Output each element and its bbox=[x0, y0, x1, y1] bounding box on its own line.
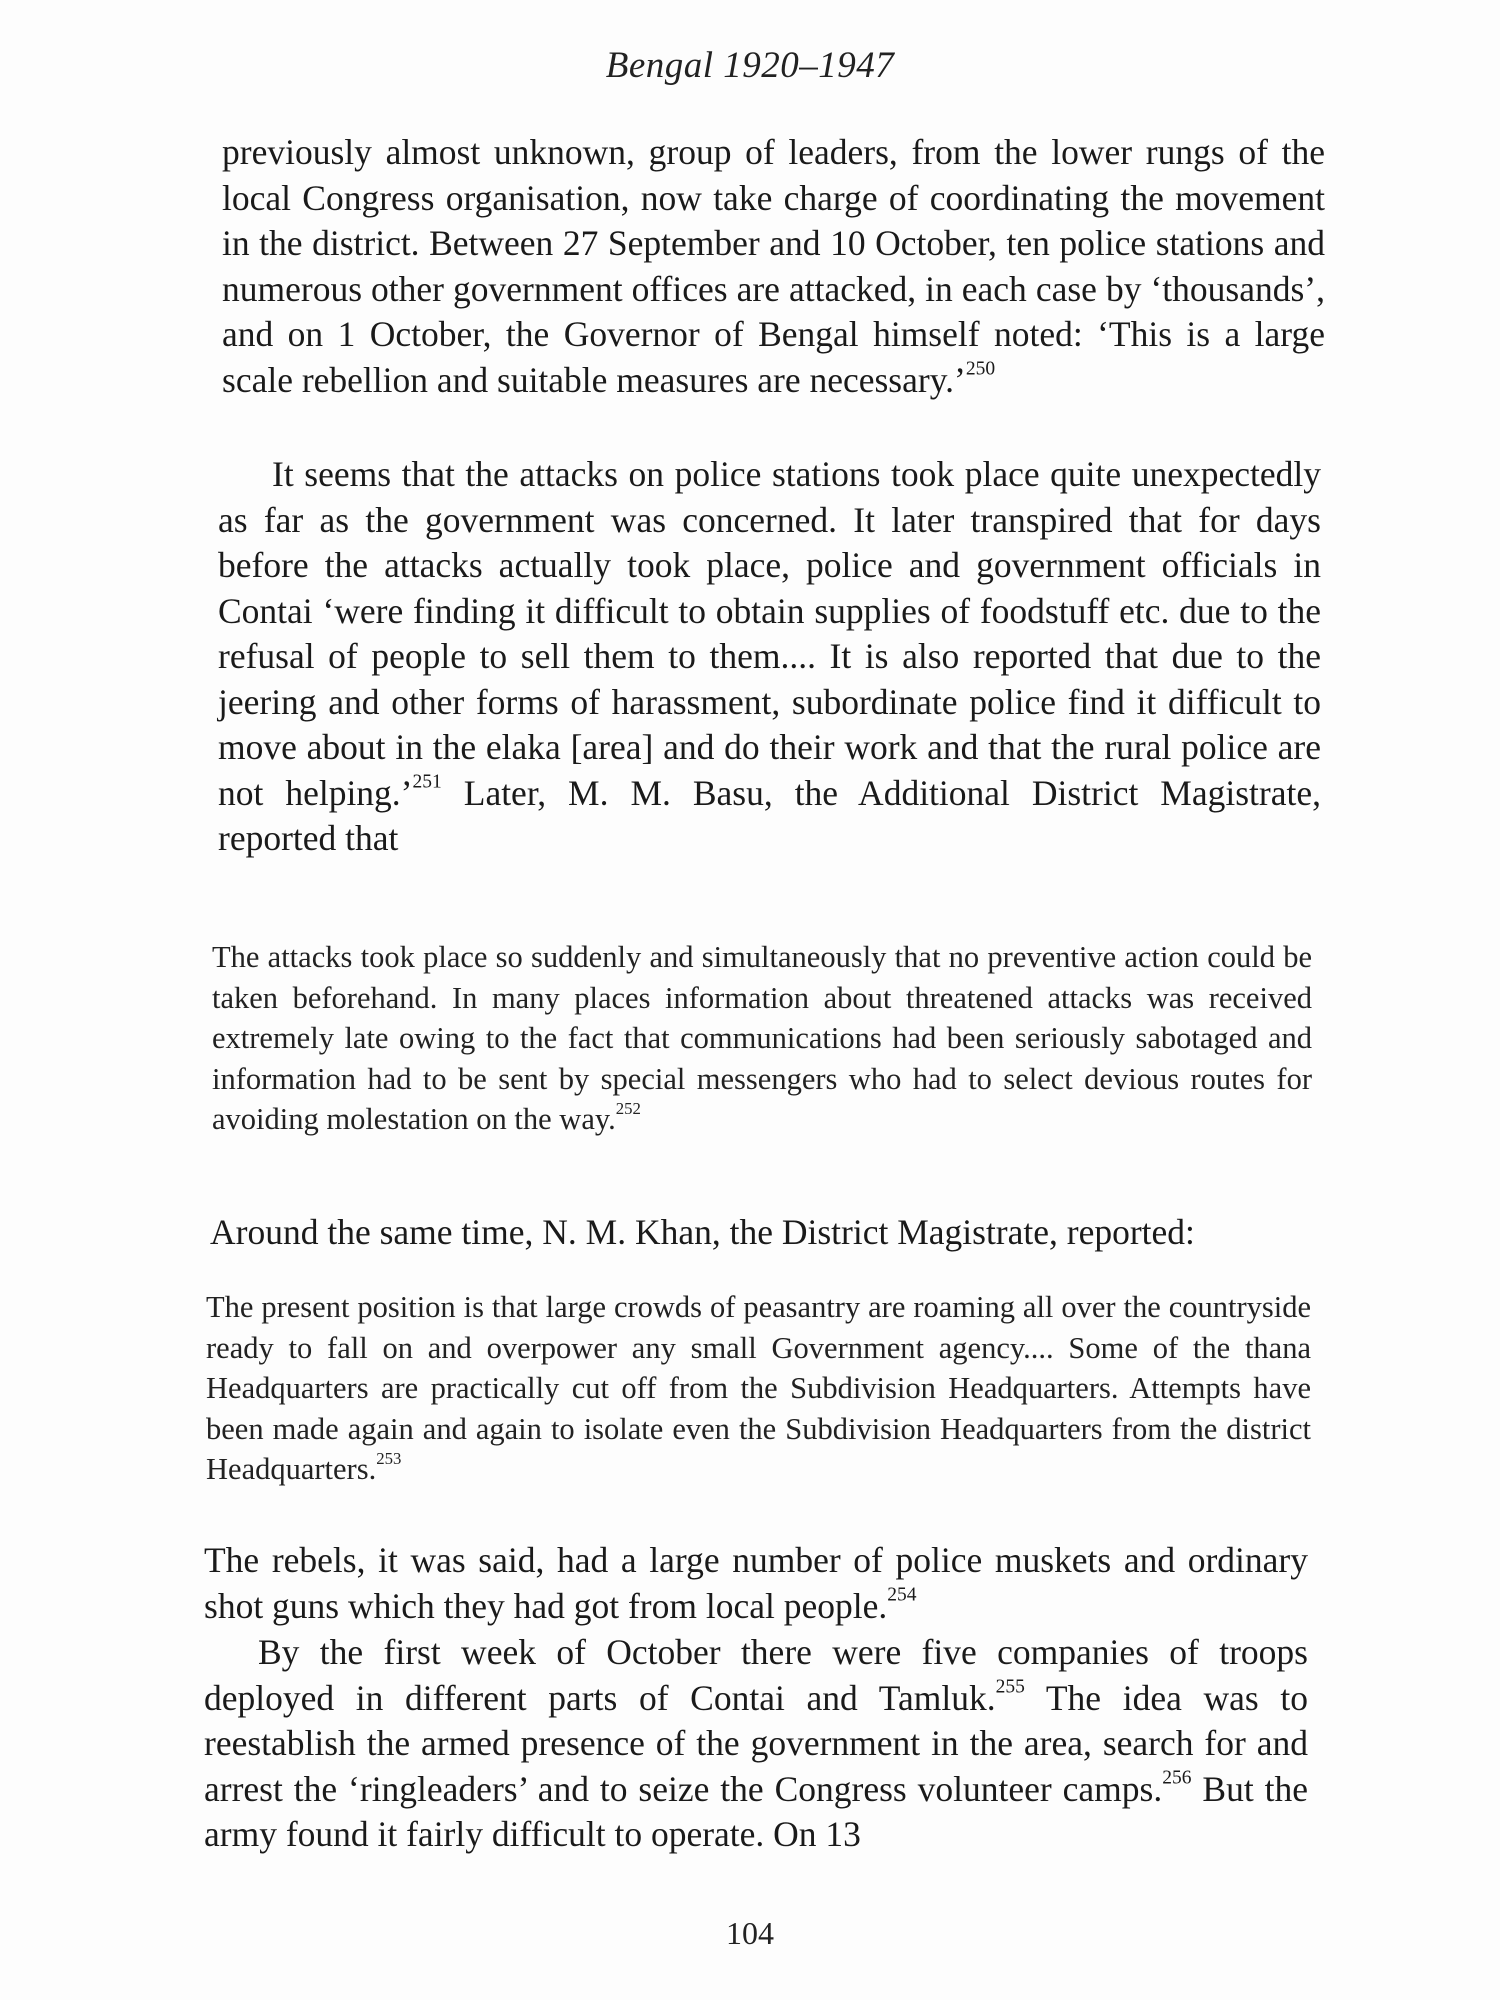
paragraph-police-stations bbox=[218, 452, 1321, 862]
footnote-ref: 253 bbox=[376, 1448, 402, 1468]
paragraph-khan-intro bbox=[210, 1210, 1320, 1256]
footnote-ref: 254 bbox=[887, 1583, 917, 1605]
quote-text: The attacks took place so suddenly and simultaneously that no preventive action could be taken beforehand. In many places information about threatened attacks was received extremely late owing to the fact that communications had been seriously sabotaged and information had to be sent by special messengers who had to select devious routes for avoiding molestation on the way. bbox=[212, 940, 1312, 1136]
running-head: Bengal 1920–1947 bbox=[605, 45, 895, 86]
paragraph-text: The idea was to reestablish the armed presence of the government in the area, search for and arrest the ‘ringleaders’ and to seize the Congress volunteer camps. bbox=[204, 1677, 1308, 1809]
footnote-ref: 256 bbox=[1162, 1766, 1192, 1788]
footnote-ref: 252 bbox=[615, 1098, 641, 1118]
paragraph-text: previously almost unknown, group of leaders, from the lower rungs of the local Congress organisation, now take charge of coordinating the movement in the district. Between 27 September and 10 October, ten police stations and numerous other government offices are attacked, in each case by ‘thousands’, and on 1 October, the Governor of Bengal himself noted: ‘This is a large scale rebellion and suitable measures are necessary.’ bbox=[222, 132, 1325, 400]
quote-text: The present position is that large crowds of peasantry are roaming all over the countryside ready to fall on and overpower any small Government agency.... Some of the thana Headquarters are practically cut off from the Subdivision Headquarters. Attempts have been made again and again to isolate even the Subdivision Headquarters from the district Headquarters. bbox=[206, 1290, 1311, 1486]
block-quote-basu bbox=[212, 937, 1312, 1140]
paragraph-text: The rebels, it was said, had a large number of police muskets and ordinary shot guns which they had got from local people. bbox=[204, 1540, 1308, 1626]
paragraph-rebels bbox=[204, 1538, 1308, 1629]
paragraph-text: Around the same time, N. M. Khan, the District Magistrate, reported: bbox=[210, 1212, 1195, 1252]
paragraph-text: It seems that the attacks on police stations took place quite unexpectedly as far as the government was concerned. It later transpired that for days before the attacks actually took place, police and government officials in Contai ‘were finding it difficult to obtain supplies of foodstuff etc. due to the refusal of people to sell them to them.... It is also reported that due to the jeering and other forms of harassment, subordinate police find it difficult to move about in the elaka [area] and do their work and that the rural police are not helping.’ bbox=[218, 454, 1321, 813]
footnote-ref: 251 bbox=[412, 770, 442, 792]
footnote-ref: 250 bbox=[965, 357, 996, 379]
paragraph-troops bbox=[204, 1630, 1308, 1858]
paragraph-text: But the army found it fairly difficult to operate. On 13 bbox=[204, 1768, 1308, 1854]
page-number: 104 bbox=[726, 1915, 774, 1951]
footnote-ref: 255 bbox=[995, 1675, 1025, 1697]
paragraph-text: Later, M. M. Basu, the Additional District Magistrate, reported that bbox=[218, 772, 1321, 858]
block-quote-khan bbox=[206, 1287, 1311, 1490]
paragraph-text: By the first week of October there were five companies of troops deployed in different parts of Contai and Tamluk. bbox=[204, 1632, 1308, 1718]
paragraph-continued bbox=[222, 130, 1325, 403]
